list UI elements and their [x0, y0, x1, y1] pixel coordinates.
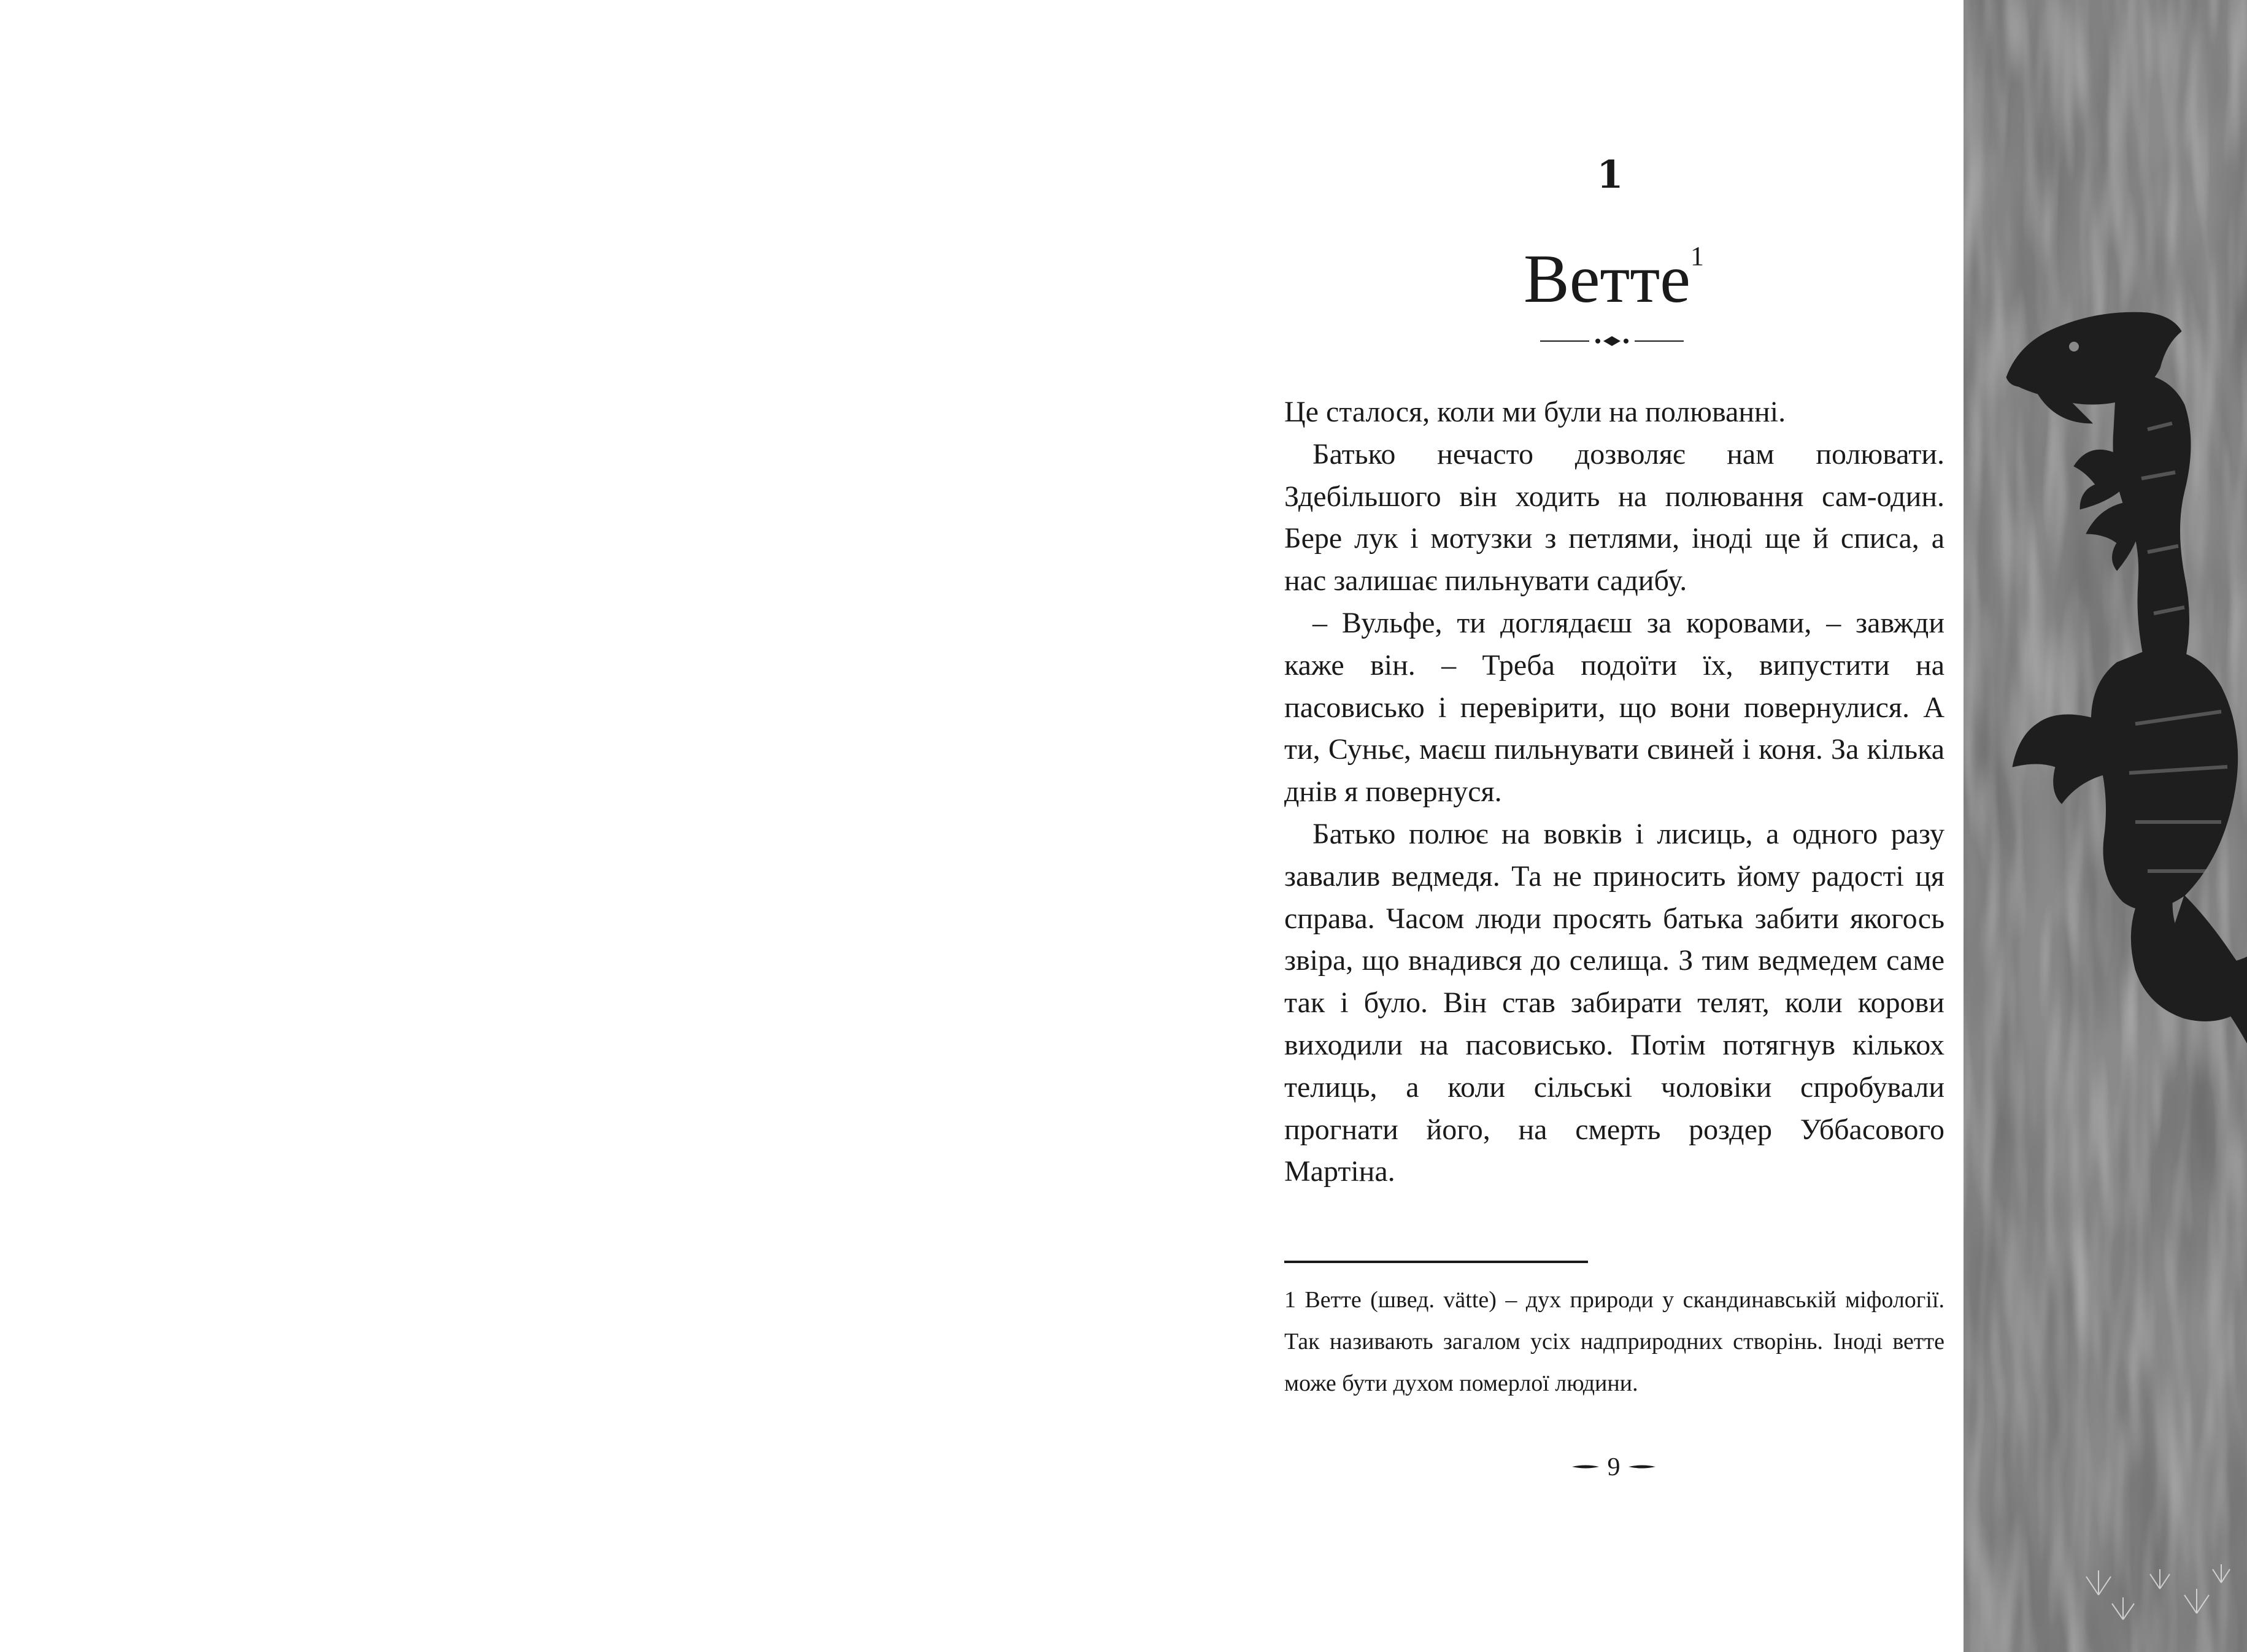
- chapter-number: 1: [1597, 152, 1624, 197]
- footnote-text: 1 Ветте (швед. vätte) – дух природи у скандинавській міфології. Так називають загалом усіх надприродних створінь. Іноді ветте може бути духом померлої людини.: [1284, 1287, 1944, 1396]
- page-number: 9: [1607, 1453, 1621, 1481]
- footnote-marker: 1: [1690, 241, 1704, 271]
- otter-illustration-panel: [1964, 0, 2247, 1652]
- chapter-title-text: Ветте: [1523, 241, 1690, 317]
- body-text: [1284, 391, 1944, 1193]
- paragraph-2: Батько нечасто дозволяє нам полювати. Здебільшого він ходить на полювання сам-один. Бере лук і мотузки з петлями, іноді ще й списа, а нас залишає пильнувати садибу.: [1284, 437, 1944, 597]
- chapter-title: [1411, 239, 1816, 319]
- paragraph-1: Це сталося, коли ми були на полюванні.: [1284, 396, 1786, 428]
- folio-right-ornament: [1628, 1462, 1655, 1471]
- paragraph-3: – Вульфе, ти доглядаєш за коровами, – завжди каже він. – Треба подоїти їх, випустити на пасовисько і перевірити, що вони повернулися. А ти, Суньє, маєш пильнувати свиней і коня. За кілька днів я повернуся.: [1284, 606, 1944, 809]
- footnote: [1284, 1279, 1944, 1404]
- footnote-divider: [1284, 1261, 1588, 1263]
- page-number-block: [1571, 1449, 1657, 1486]
- title-ornament: [1540, 330, 1684, 352]
- paragraph-4: Батько полює на вовків і лисиць, а одного разу завалив ведмедя. Та не приносить йому радості ця справа. Часом люди просять батька забити якогось звіра, що внадився до селища. З тим ведмедем саме так і було. Він став забирати телят, коли корови виходили на пасовисько. Потім потягнув кількох телиць, а коли сільські чоловіки спробували прогнати його, на смерть роздер Уббасового Мартіна.: [1284, 817, 1944, 1188]
